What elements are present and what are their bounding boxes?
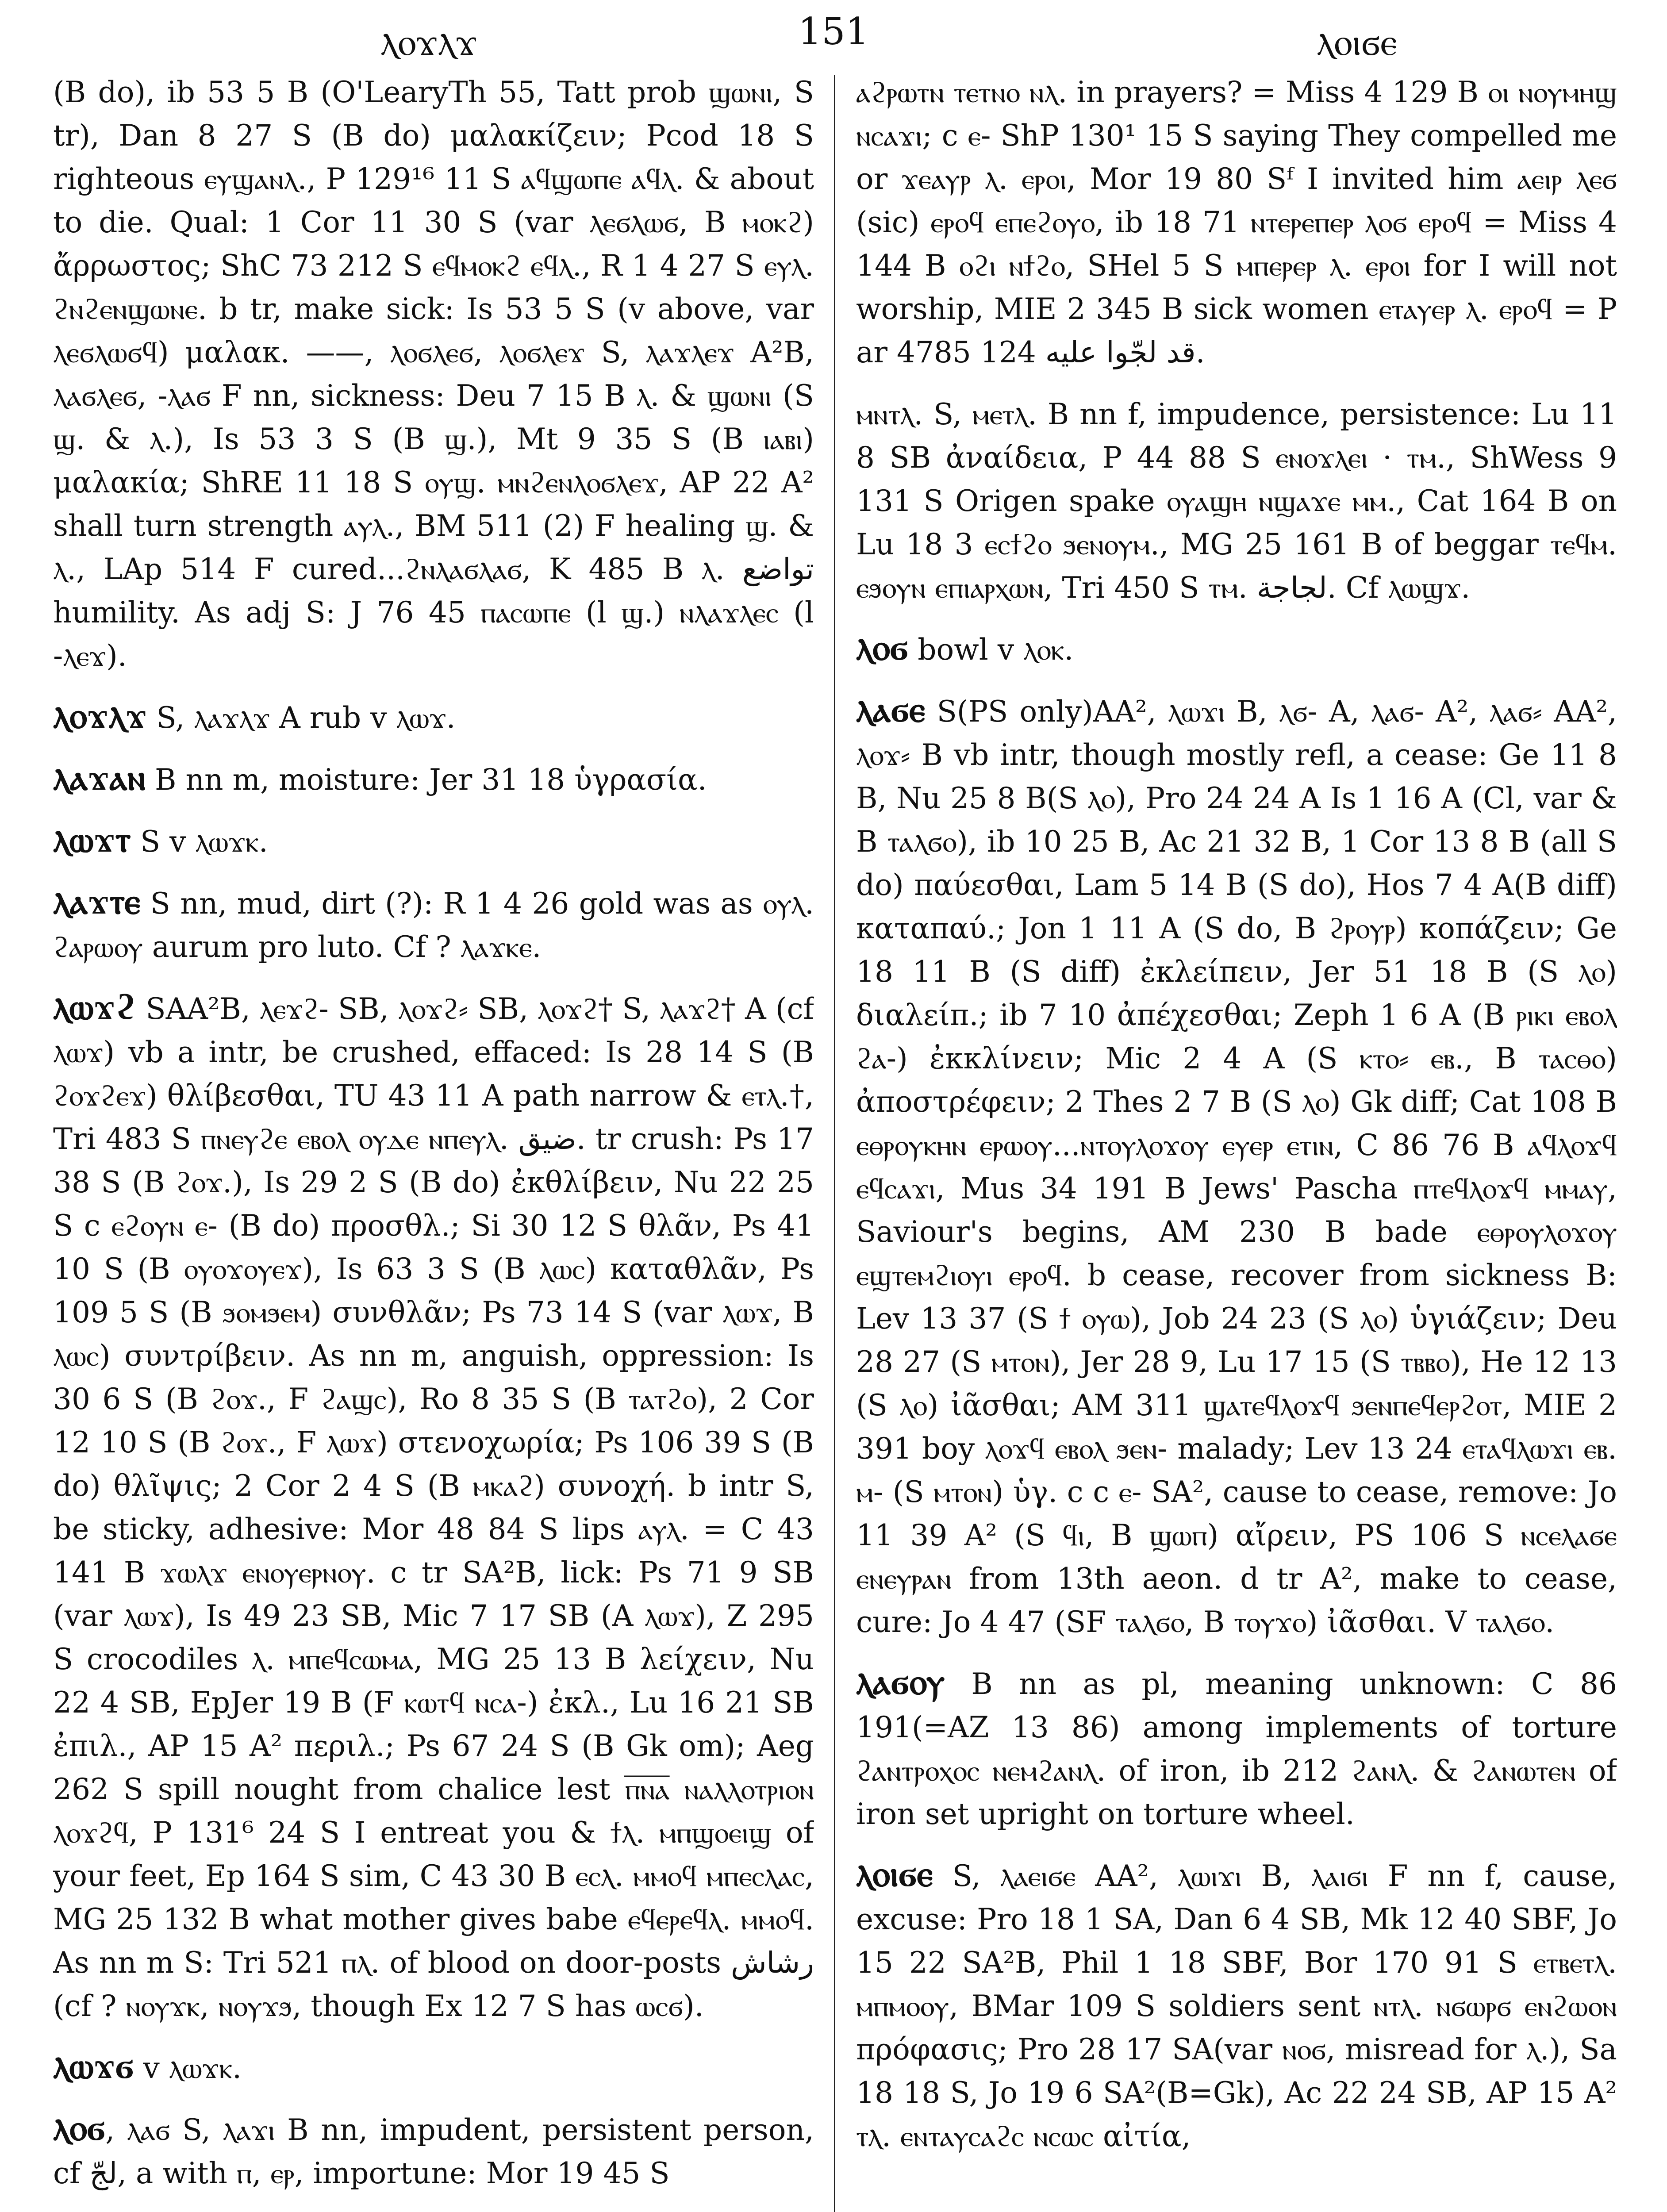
entry-text: , ⲗⲁϭ S, ⲗⲁϫⲓ B nn, impudent, persistent person, cf لجّ, a with ⲡ, ⲉⲣ, importune: Mor 19 45 S <box>53 2113 814 2190</box>
entry-text: S, ⲗⲁⲉⲓϭⲉ AA², ⲗⲱⲓϫⲓ B, ⲗⲁⲓϭⲓ F nn f, cause, excuse: Pro 18 1 SA, Dan 6 4 SB, Mk 12 40 SBF, Jo 15 22 SA²B, Phil 1 18 SBF, Bor 170 91 S ⲉⲧⲃⲉⲧⲗ. ⲙⲡⲙⲟⲟⲩ, BMar 109 S soldiers sent ⲛⲧⲗ. ⲛϭⲱⲣϭ ⲉⲛϩⲱⲟⲛ πρόφασις; Pro 28 17 SA(var ⲛⲟϭ, misread for ⲗ.), Sa 18 18 S, Jo 19 6 SA²(B=Gk), Ac 22 24 SB, AP 15 A² ⲧⲗ. ⲉⲛⲧⲁⲩⲥⲁϩⲥ ⲛⲥⲱⲥ αἰτία, <box>856 1859 1617 2153</box>
entry-text: v ⲗⲱϫⲕ. <box>134 2051 242 2085</box>
entry-lojt <box>53 818 814 864</box>
entry-headword: ⲗⲱϫϩ <box>53 986 137 1027</box>
entry-headword: ⲗⲱϫϭ <box>53 2045 134 2086</box>
entry-text: SAA²B, ⲗⲉϫϩ- SB, ⲗⲟϫϩ⸗ SB, ⲗⲟϫϩ† S, ⲗⲁϫϩ† A (cf ⲗⲱϫ) vb a intr, be crushed, effaced: Is 28 14 S (B ϩⲟϫϩⲉϫ) θλίβεσθαι, TU 43 11 A path narrow & ⲉⲧⲗ.†, Tri 483 S ⲡⲛⲉⲩϩⲉ ⲉⲃⲟⲗ ⲟⲩⲇⲉ ⲛⲡⲉⲩⲗ. ضيق. tr crush: Ps 17 38 S (B ϩⲟϫ.), Is 29 2 S (B do) ἐκθλίβειν, Nu 22 25 S c ⲉϩⲟⲩⲛ ⲉ- (B do) προσθλ.; Si 30 12 S θλᾶν, Ps 41 10 S (B ⲟⲩⲟϫⲟⲩⲉϫ), Is 63 3 S (B ⲗⲱⲥ) καταθλᾶν, Ps 109 5 S (B ϧⲟⲙϧⲉⲙ) συνθλᾶν; Ps 73 14 S (var ⲗⲱϫ, B ⲗⲱⲥ) συντρίβειν. As nn m, anguish, oppression: Is 30 6 S (B ϩⲟϫ., F ϩⲁϣⲥ), Ro 8 35 S (B ⲧⲁⲧϩⲟ), 2 Cor 12 10 S (B ϩⲟϫ., F ⲗⲱϫ) στενοχωρία; Ps 106 39 S (B do) θλῖψις; 2 Cor 2 4 S (B ⲙⲕⲁϩ) συνοχή. b intr S, be sticky, adhesive: Mor 48 84 S lips ⲁⲩⲗ. = C 43 141 B ϫⲱⲗϫ ⲉⲛⲟⲩⲉⲣⲛⲟⲩ. c tr SA²B, lick: Ps 71 9 SB (var ⲗⲱϫ), Is 49 23 SB, Mic 7 17 SB (A ⲗⲱϫ), Z 295 S crocodiles ⲗ. ⲙⲡⲉϥⲥⲱⲙⲁ, MG 25 13 B λείχειν, Nu 22 4 SB, EpJer 19 B (F ⲕⲱⲧϥ ⲛⲥⲁ-) ἐκλ., Lu 16 21 SB ἐπιλ., AP 15 A² περιλ.; Ps 67 24 S (B Gk om); Aeg 262 S spill nought from chalice lest ⲡ̅ⲛ̅ⲁ̅ ⲛⲁⲗⲗⲟⲧⲣⲓⲟⲛ ⲗⲟϫϩϥ, P 131⁶ 24 S I entreat you & ϯⲗ. ⲙⲡϣⲟⲉⲓϣ of your feet, Ep 164 S sim, C 43 30 B ⲉⲥⲗ. ⲙⲙⲟϥ ⲙⲡⲉⲥⲗⲁⲥ, MG 25 132 B what mother gives babe ⲉϥⲉⲣⲉϥⲗ. ⲙⲙⲟϥ. As nn m S: Tri 521 ⲡⲗ. of blood on door-posts رشاش (cf ? ⲛⲟⲩϫⲕ, ⲛⲟⲩϫϧ, though Ex 12 7 S has ⲱⲥϭ). <box>53 992 814 2023</box>
entry-lajan <box>53 756 814 802</box>
entry-headword: ⲗⲟϭ <box>856 626 909 668</box>
entry-text: S, ⲗⲁϫⲗϫ A rub v ⲗⲱϫ. <box>147 701 456 735</box>
entry-loc-bowl <box>856 626 1617 672</box>
entry-headword: ⲗⲁϫⲧⲉ <box>53 880 141 922</box>
entry-headword: ⲗⲁϫⲁⲛ <box>53 757 146 798</box>
entry-text: S nn, mud, dirt (?): R 1 4 26 gold was as ⲟⲩⲗ. ϩⲁⲣⲱⲟⲩ aurum pro luto. Cf ? ⲗⲁϫⲕⲉ. <box>53 887 814 964</box>
entry-text: ⲙⲛⲧⲗ. S, ⲙⲉⲧⲗ. B nn f, impudence, persistence: Lu 11 8 SB ἀναίδεια, P 44 88 S ⲉⲛⲟϫⲗⲉⲓ · ⲧⲙ., ShWess 9 131 S Origen spake ⲟⲩⲁϣⲏ ⲛϣⲁϫⲉ ⲙⲙ., Cat 164 B on Lu 18 3 ⲉⲥϯϩⲟ ϧⲉⲛⲟⲩⲙ., MG 25 161 B of beggar ⲧⲉϥⲙ. ⲉϧⲟⲩⲛ ⲉⲡⲓⲁⲣⲭⲱⲛ, Tri 450 S ⲧⲙ. لجاجة. Cf ⲗⲱϣϫ. <box>856 397 1617 605</box>
right-column <box>856 71 1617 2212</box>
entry-headword: ⲗⲟⲓϭⲉ <box>856 1853 933 1894</box>
left-column <box>53 71 814 2212</box>
running-head-left: ⲗⲟϫⲗϫ <box>380 20 477 64</box>
entry-text: bowl v ⲗⲟⲕ. <box>908 633 1074 667</box>
entry-text: B nn m, moisture: Jer 31 18 ὑγρασία. <box>146 763 707 797</box>
page-number: 151 <box>798 10 869 53</box>
entry-text: B nn as pl, meaning unknown: C 86 191(=AZ 13 86) among implements of torture ϩⲁⲛⲧⲣⲟⲭⲟⲥ ⲛⲉⲙϩⲁⲛⲗ. of iron, ib 212 ϩⲁⲛⲗ. & ϩⲁⲛⲱⲧⲉⲛ of iron set upright on torture wheel. <box>856 1667 1617 1831</box>
entry-headword: ⲗⲟϭ <box>53 2107 106 2148</box>
entry-text: ⲁϩⲣⲱⲧⲛ ⲧⲉⲧⲛⲟ ⲛⲗ. in prayers? = Miss 4 129 B ⲟⲓ ⲛⲟⲩⲙⲏϣ ⲛⲥⲁϫⲓ; c ⲉ- ShP 130¹ 15 S saying They compelled me or ϫⲉⲁⲩⲣ ⲗ. ⲉⲣⲟⲓ, Mor 19 80 Sᶠ I invited him ⲁⲉⲓⲣ ⲗⲉϭ (sic) ⲉⲣⲟϥ ⲉⲡⲉϩⲟⲩⲟ, ib 18 71 ⲛⲧⲉⲣⲉⲡⲉⲣ ⲗⲟϭ ⲉⲣⲟϥ = Miss 4 144 B ⲟϩⲓ ⲛϯϩⲟ, SHel 5 S ⲙⲡⲉⲣⲉⲣ ⲗ. ⲉⲣⲟⲓ for I will not worship, MIE 2 345 B sick women ⲉⲧⲁⲩⲉⲣ ⲗ. ⲉⲣⲟϥ = P ar 4785 124 قد لجّوا عليه. <box>856 75 1617 369</box>
entry-headword: ⲗⲁϭⲟⲩ <box>856 1661 945 1702</box>
entry-headword: ⲗⲟϫⲗϫ <box>53 695 147 736</box>
column-divider <box>834 75 835 2212</box>
entry-mntl <box>856 390 1617 610</box>
entry-headword: ⲗⲱϫⲧ <box>53 818 131 860</box>
entry-lajte <box>53 879 814 969</box>
running-head-right: ⲗⲟⲓϭⲉ <box>1317 20 1397 64</box>
entry-lojh <box>53 985 814 2028</box>
entry-lojlj <box>53 694 814 740</box>
entry-lacou <box>856 1660 1617 1836</box>
entry-text: (B do), ib 53 5 B (O'LearyTh 55, Tatt prob ϣⲱⲛⲓ, S tr), Dan 8 27 S (B do) μαλακίζειν; Pcod 18 S righteous ⲉⲩϣⲁⲛⲗ., P 129¹⁶ 11 S ⲁϥϣⲱⲡⲉ ⲁϥⲗ. & about to die. Qual: 1 Cor 11 30 S (var ⲗⲉϭⲗⲱϭ, B ⲙⲟⲕϩ) ἄρρωστος; ShC 73 212 S ⲉϥⲙⲟⲕϩ ⲉϥⲗ., R 1 4 27 S ⲉⲩⲗ. ϩⲛϩⲉⲛϣⲱⲛⲉ. b tr, make sick: Is 53 5 S (v above, var ⲗⲉϭⲗⲱϭϥ) μαλακ. ——, ⲗⲟϭⲗⲉϭ, ⲗⲟϭⲗⲉϫ S, ⲗⲁϫⲗⲉϫ A²B, ⲗⲁϭⲗⲉϭ, -ⲗⲁϭ F nn, sickness: Deu 7 15 B ⲗ. & ϣⲱⲛⲓ (S ϣ. & ⲗ.), Is 53 3 S (B ϣ.), Mt 9 35 S (B ⲓⲁⲃⲓ) μαλακία; ShRE 11 18 S ⲟⲩϣ. ⲙⲛϩⲉⲛⲗⲟϭⲗⲉϫ, AP 22 A² shall turn strength ⲁⲩⲗ., BM 511 (2) F healing ϣ. & ⲗ., LAp 514 F cured...ϩⲛⲗⲁϭⲗⲁϭ, K 485 B ⲗ. تواضع humility. As adj S: J 76 45 ⲡⲁⲥⲱⲡⲉ (l ϣ.) ⲛⲗⲁϫⲗⲉⲥ (l -ⲗⲉϫ). <box>53 75 814 673</box>
entry-lace <box>856 687 1617 1644</box>
entry-loice <box>856 1852 1617 2158</box>
entry-text: S v ⲗⲱϫⲕ. <box>131 825 268 859</box>
entry-continuation <box>53 71 814 678</box>
entry-headword: ⲗⲁϭⲉ <box>856 688 926 730</box>
entry-lojc <box>53 2044 814 2090</box>
entry-text: S(PS only)AA², ⲗⲱϫⲓ B, ⲗϭ- A, ⲗⲁϭ- A², ⲗⲁϭ⸗ AA², ⲗⲟϫ⸗ B vb intr, though mostly refl, a cease: Ge 11 8 B, Nu 25 8 B(S ⲗⲟ), Pro 24 24 A Is 1 16 A (Cl, var & B ⲧⲁⲗϭⲟ), ib 10 25 B, Ac 21 32 B, 1 Cor 13 8 B (all S do) παύεσθαι, Lam 5 14 B (S do), Hos 7 4 A(B diff) καταπαύ.; Jon 1 11 A (S do, B ϩⲣⲟⲩⲣ) κοπάζειν; Ge 18 11 B (S diff) ἐκλείπειν, Jer 51 18 B (S ⲗⲟ) διαλείπ.; ib 7 10 ἀπέχεσθαι; Zeph 1 6 A (B ⲣⲓⲕⲓ ⲉⲃⲟⲗ ϩⲁ-) ἐκκλίνειν; Mic 2 4 A (S ⲕⲧⲟ⸗ ⲉⲃ., B ⲧⲁⲥⲑⲟ) ἀποστρέφειν; 2 Thes 2 7 B (S ⲗⲟ) Gk diff; Cat 108 B ⲉⲑⲣⲟⲩⲕⲏⲛ ⲉⲣⲱⲟⲩ...ⲛⲧⲟⲩⲗⲟϫⲟⲩ ⲉⲩⲉⲣ ⲉⲧⲓⲛ, C 86 76 B ⲁϥⲗⲟϫϥ ⲉϥⲥⲁϫⲓ, Mus 34 191 B Jews' Pascha ⲡⲧⲉϥⲗⲟϫϥ ⲙⲙⲁⲩ, Saviour's begins, AM 230 B bade ⲉⲑⲣⲟⲩⲗⲟϫⲟⲩ ⲉϣⲧⲉⲙϩⲓⲟⲩⲓ ⲉⲣⲟϥ. b cease, recover from sickness B: Lev 13 37 (S ϯ ⲟⲩⲱ), Job 24 23 (S ⲗⲟ) ὑγιάζειν; Deu 28 27 (S ⲙⲧⲟⲛ), Jer 28 9, Lu 17 15 (S ⲧⲃⲃⲟ), He 12 13 (S ⲗⲟ) ἰᾶσθαι; AM 311 ϣⲁⲧⲉϥⲗⲟϫϥ ϧⲉⲛⲡⲉϥⲉⲣϩⲟⲧ, MIE 2 391 boy ⲗⲟϫϥ ⲉⲃⲟⲗ ϧⲉⲛ- malady; Lev 13 24 ⲉⲧⲁϥⲗⲱϫⲓ ⲉⲃ. ⲙ- (S ⲙⲧⲟⲛ) ὑγ. c c ⲉ- SA², cause to cease, remove: Jo 11 39 A² (S ϥⲓ, B ϣⲱⲡ) αἴρειν, PS 106 S ⲛⲥⲉⲗⲁϭⲉ ⲉⲛⲉⲩⲣⲁⲛ from 13th aeon. d tr A², make to cease, cure: Jo 4 47 (SF ⲧⲁⲗϭⲟ, B ⲧⲟⲩϫⲟ) ἰᾶσθαι. V ⲧⲁⲗϭⲟ. <box>856 695 1617 1639</box>
entry-continuation <box>856 71 1617 374</box>
entry-loc <box>53 2106 814 2195</box>
